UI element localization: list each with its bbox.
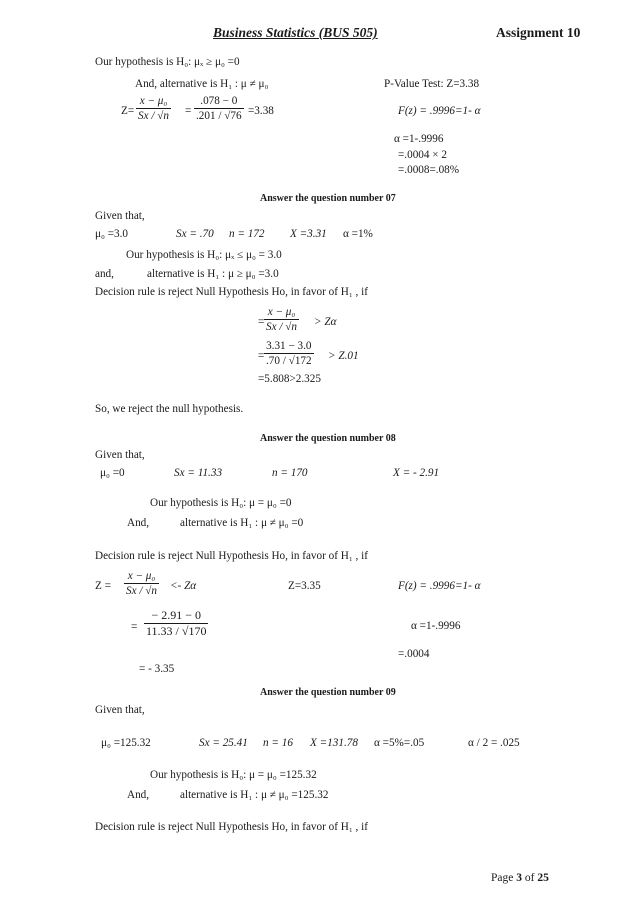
s07-result: =5.808>2.325 [258,373,321,385]
s08-result: = - 3.35 [139,663,175,675]
s06-z-label: Z= [121,105,135,117]
s08-fz: F(z) = .9996=1- α [398,580,481,592]
s08-decision-rule: Decision rule is reject Null Hypothesis Ho, in favor of H₁ , if [95,550,368,562]
s06-fz: F(z) = .9996=1- α [398,105,481,117]
s07-given-n: n = 172 [229,228,265,240]
s09-hypothesis: Our hypothesis is H₀: μ = μ₀ =125.32 [150,769,317,781]
s08-f2-eq: = [131,621,138,633]
s08-given: Given that, [95,449,145,461]
s07-f2-post: > Z.01 [328,350,359,362]
s08-given-n: n = 170 [272,467,308,479]
s06-hypothesis: Our hypothesis is H₀: μₓ ≥ μ₀ =0 [95,56,240,68]
s06-values-fraction: $\frac{.078 - 0}{.201 / √76}$ [196,95,242,122]
s06-z-result: =3.38 [248,105,274,117]
s06-alpha-step2: =.0004 × 2 [398,149,447,161]
s07-given-alpha: α =1% [343,228,373,240]
document-title: Business Statistics (BUS 505) [213,25,378,40]
s08-formula-fraction: $\frac{\text{x − μ₀}}{Sx / √n}$ [126,570,157,597]
s09-given-n: n = 16 [263,737,293,749]
s08-heading: Answer the question number 08 [260,433,396,444]
s08-alpha-step2: =.0004 [398,648,430,660]
s08-values-fraction: $\frac{- 2.91 - 0}{11.33 / √170}$ [146,608,207,638]
s09-decision-rule: Decision rule is reject Null Hypothesis Ho, in favor of H₁ , if [95,821,368,833]
page-number: Page 3 of 25 [491,872,549,884]
s07-f1-post: > Zα [314,316,337,328]
s07-given: Given that, [95,210,145,222]
s07-conclusion: So, we reject the null hypothesis. [95,403,244,415]
s07-f2-eq: = [258,350,265,362]
s08-given-mu: μ₀ =0 [100,467,125,479]
s07-given-mu: μ₀ =3.0 [95,228,128,240]
s09-given-xbar: X =131.78 [310,737,358,749]
s09-and: And, [127,789,150,801]
s09-given-mu: μ₀ =125.32 [101,737,151,749]
s07-alternative: alternative is H₁ : μ ≥ μ₀ =3.0 [147,268,279,280]
s09-given-alpha: α =5%=.05 [374,737,425,749]
s09-heading: Answer the question number 09 [260,687,396,698]
s07-and: and, [95,268,114,280]
s07-given-sx: Sx = .70 [176,228,214,240]
s08-z-value: Z=3.35 [288,580,321,592]
s07-f1-eq: = [258,316,265,328]
s08-alpha-step1: α =1-.9996 [411,620,461,632]
s08-alternative: alternative is H₁ : μ ≠ μ₀ =0 [180,517,304,529]
s07-decision-rule: Decision rule is reject Null Hypothesis Ho, in favor of H₁ , if [95,286,368,298]
s09-alternative: alternative is H₁ : μ ≠ μ₀ =125.32 [180,789,329,801]
s06-equals: = [185,105,192,117]
s07-formula-fraction: $\frac{\text{x − μ₀}}{Sx / √n}$ [266,306,297,333]
s09-given-alpha-half: α / 2 = .025 [468,737,520,749]
s07-hypothesis: Our hypothesis is H₀: μₓ ≤ μ₀ = 3.0 [126,249,282,261]
s08-z-label: Z = [95,580,111,592]
s06-alpha-step3: =.0008=.08% [398,164,460,176]
s06-alpha-step1: α =1-.9996 [394,133,444,145]
s08-hypothesis: Our hypothesis is H₀: μ = μ₀ =0 [150,497,292,509]
s08-f1-post: <- Zα [170,580,197,592]
s07-given-xbar: X =3.31 [290,228,327,240]
s06-pvalue-test: P-Value Test: Z=3.38 [384,78,480,90]
s06-formula-fraction: $\frac{\text{x − μ₀}}{Sx / √n}$ [138,95,169,122]
s06-alternative: And, alternative is H₁ : μ ≠ μ₀ [135,78,269,90]
s09-given: Given that, [95,704,145,716]
assignment-label: Assignment 10 [496,25,581,40]
s08-and: And, [127,517,150,529]
s08-given-xbar: X = - 2.91 [393,467,440,479]
s09-given-sx: Sx = 25.41 [199,737,248,749]
s07-values-fraction: $\frac{3.31 - 3.0}{.70 / √172}$ [266,340,312,367]
s08-given-sx: Sx = 11.33 [174,467,223,479]
s07-heading: Answer the question number 07 [260,193,396,204]
